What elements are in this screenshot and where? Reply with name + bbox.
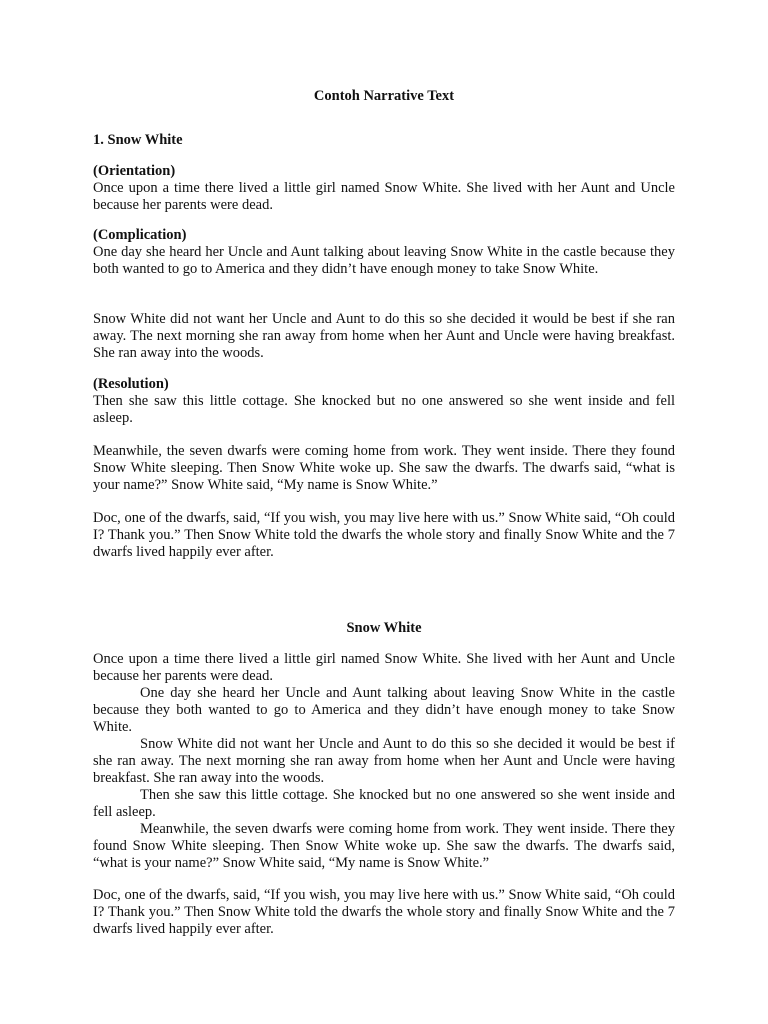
paragraph-block: [93, 311, 675, 362]
second-story-body: [93, 651, 675, 872]
paragraph: Doc, one of the dwarfs, said, “If you wish, you may live here with us.” Snow White said, “Oh could I? Thank you.” Then Snow White told the dwarfs the whole story and finally Snow White and the 7 dwarfs lived happily ever after.: [93, 887, 675, 937]
paragraph: Snow White did not want her Uncle and Aunt to do this so she decided it would be best if she ran away. The next morning she ran away from home when her Aunt and Uncle were having breakfast. She ran away into the woods.: [93, 736, 675, 786]
section-orientation: [93, 163, 675, 214]
section-label-orientation: (Orientation): [93, 163, 176, 179]
section-label-complication: (Complication): [93, 227, 187, 243]
story-heading: 1. Snow White: [93, 132, 183, 148]
paragraph-block: [93, 510, 675, 561]
paragraph: One day she heard her Uncle and Aunt talking about leaving Snow White in the castle because they both wanted to go to America and they didn’t have enough money to take Snow White.: [93, 685, 675, 735]
paragraph: Meanwhile, the seven dwarfs were coming home from work. They went inside. There they found Snow White sleeping. Then Snow White woke up. She saw the dwarfs. The dwarfs said, “what is your name?” Snow White said, “My name is Snow White.”: [93, 443, 675, 493]
section-resolution: [93, 376, 675, 427]
paragraph: Once upon a time there lived a little girl named Snow White. She lived with her Aunt and Uncle because her parents were dead.: [93, 180, 675, 213]
paragraph: Once upon a time there lived a little girl named Snow White. She lived with her Aunt and Uncle because her parents were dead.: [93, 651, 675, 684]
paragraph: One day she heard her Uncle and Aunt talking about leaving Snow White in the castle because they both wanted to go to America and they didn’t have enough money to take Snow White.: [93, 244, 675, 277]
section-label-resolution: (Resolution): [93, 376, 169, 392]
paragraph: Doc, one of the dwarfs, said, “If you wish, you may live here with us.” Snow White said, “Oh could I? Thank you.” Then Snow White told the dwarfs the whole story and finally Snow White and the 7 dwarfs lived happily ever after.: [93, 510, 675, 560]
paragraph-block: [93, 887, 675, 938]
paragraph: Meanwhile, the seven dwarfs were coming home from work. They went inside. There they found Snow White sleeping. Then Snow White woke up. She saw the dwarfs. The dwarfs said, “what is your name?” Snow White said, “My name is Snow White.”: [93, 821, 675, 871]
second-story-title: Snow White: [346, 620, 422, 636]
paragraph: Then she saw this little cottage. She knocked but no one answered so she went inside and fell asleep.: [93, 393, 675, 426]
section-complication: [93, 227, 675, 278]
paragraph: Then she saw this little cottage. She knocked but no one answered so she went inside and fell asleep.: [93, 787, 675, 820]
document-title: Contoh Narrative Text: [313, 88, 455, 104]
paragraph: Snow White did not want her Uncle and Aunt to do this so she decided it would be best if she ran away. The next morning she ran away from home when her Aunt and Uncle were having breakfast. She ran away into the woods.: [93, 311, 675, 361]
paragraph-block: [93, 443, 675, 494]
